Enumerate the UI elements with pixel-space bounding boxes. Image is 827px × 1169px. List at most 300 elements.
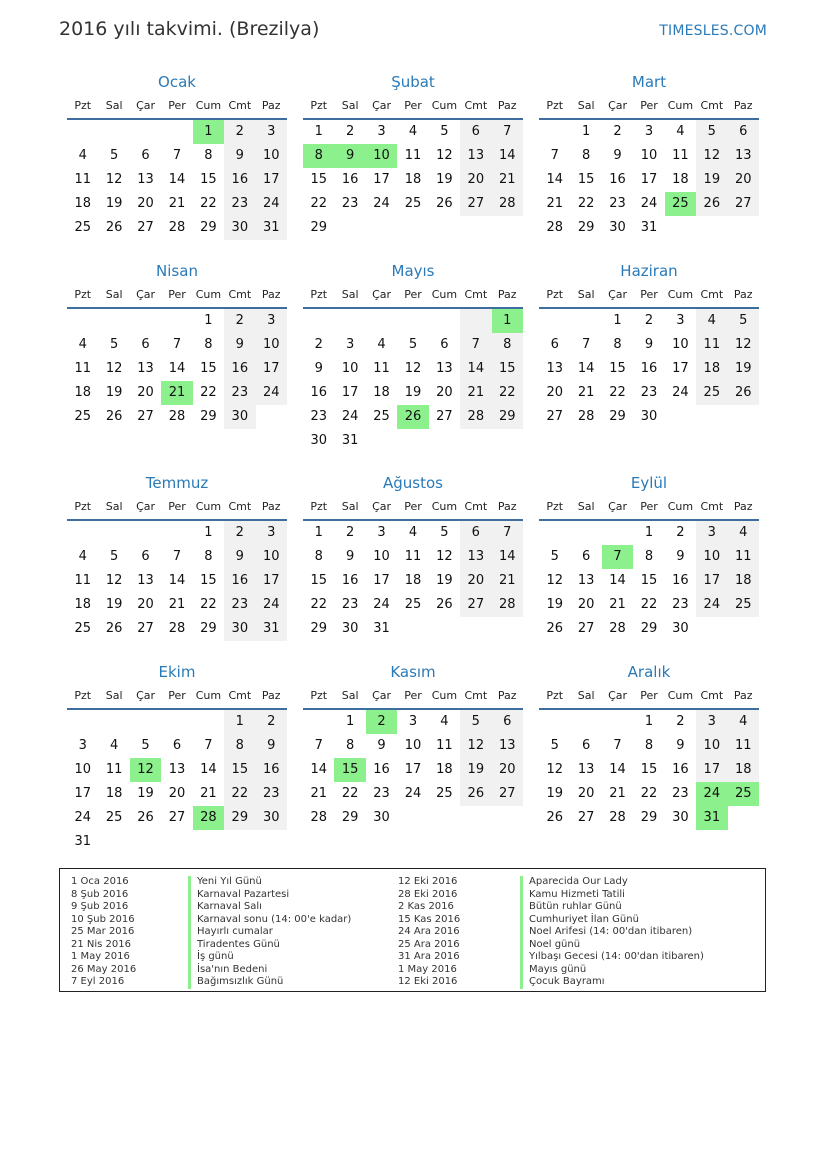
week-row (67, 309, 287, 333)
empty-day-cell (460, 309, 491, 333)
day-cell: 6 (550, 337, 559, 352)
day-cell: 3 (256, 309, 287, 333)
legend-names-left (188, 876, 351, 989)
day-cell: 13 (728, 144, 759, 168)
day-cell: 27 (546, 409, 563, 424)
day-cell: 7 (172, 148, 182, 163)
week-row (303, 309, 523, 333)
day-cell: 17 (640, 172, 658, 187)
day-cell: 18 (74, 597, 91, 612)
day-cell: 20 (137, 597, 154, 612)
day-cell: 19 (404, 385, 422, 400)
week-row (539, 333, 759, 357)
day-cell: 20 (577, 597, 595, 612)
empty-day-cell (728, 216, 759, 240)
day-cell: 23 (373, 786, 390, 801)
day-cell: 6 (460, 120, 491, 144)
empty-day-cell (161, 309, 192, 333)
day-cell: 4 (676, 124, 685, 139)
holiday-date: 28 Eki 2016 (398, 888, 458, 900)
day-cell: 14 (310, 762, 327, 777)
weekday-label: Per (640, 689, 658, 702)
week-row (539, 545, 759, 569)
holiday-name: Karnaval sonu (14: 00'e kadar) (197, 913, 352, 925)
holiday-name: Noel Arifesi (14: 00'dan itibaren) (529, 926, 693, 937)
empty-day-cell (602, 521, 633, 545)
day-cell: 7 (204, 738, 213, 753)
day-cell: 5 (141, 738, 150, 753)
empty-day-cell (161, 521, 192, 545)
day-cell: 21 (168, 597, 186, 612)
empty-day-cell (539, 521, 570, 545)
weekday-label: Cum (431, 288, 458, 301)
week-row (539, 710, 759, 734)
day-cell: 10 (640, 148, 658, 163)
day-cell: 9 (256, 734, 287, 758)
holiday-day-cell: 9 (334, 144, 365, 168)
month-name: Haziran (620, 262, 678, 280)
day-cell: 26 (137, 810, 154, 825)
week-row (303, 806, 523, 830)
day-cell: 22 (609, 385, 626, 400)
day-cell: 11 (105, 762, 123, 777)
empty-day-cell (570, 521, 601, 545)
weekday-label: Pzt (310, 689, 328, 702)
day-cell: 26 (546, 810, 563, 825)
day-cell: 31 (373, 621, 390, 636)
weekday-label: Pzt (74, 288, 92, 301)
empty-day-cell (728, 405, 759, 429)
weekday-label: Sal (105, 288, 123, 301)
day-cell: 25 (74, 621, 91, 636)
empty-day-cell (67, 120, 98, 144)
week-row (67, 806, 287, 830)
weekday-label: Cum (431, 500, 458, 513)
day-cell: 7 (581, 337, 591, 352)
month-name: Nisan (156, 262, 198, 280)
day-cell: 9 (224, 333, 255, 357)
day-cell: 12 (436, 549, 453, 564)
holiday-date: 2 Kas 2016 (398, 901, 454, 912)
day-cell: 26 (436, 196, 453, 211)
day-cell: 5 (440, 124, 449, 139)
day-cell: 22 (640, 786, 658, 801)
weekday-header (539, 283, 759, 309)
day-cell: 2 (644, 313, 654, 328)
week-row (67, 758, 287, 782)
day-cell: 17 (256, 357, 287, 381)
month-calendar (67, 259, 287, 429)
day-cell: 5 (440, 525, 449, 540)
day-cell: 25 (74, 409, 91, 424)
holiday-date: 21 Nis 2016 (71, 938, 131, 950)
weekday-label: Paz (261, 689, 281, 702)
day-cell: 20 (460, 168, 491, 192)
empty-day-cell (161, 710, 192, 734)
day-cell: 26 (105, 621, 123, 636)
day-cell: 17 (341, 385, 359, 400)
day-cell: 6 (141, 549, 150, 564)
day-cell: 27 (137, 621, 154, 636)
day-cell: 19 (105, 196, 123, 211)
weekday-header (539, 684, 759, 710)
day-cell: 29 (640, 621, 658, 636)
weekday-label: Paz (261, 288, 281, 301)
weekday-label: Per (404, 689, 422, 702)
day-cell: 1 (314, 124, 323, 139)
weekday-label: Cmt (228, 99, 252, 112)
holiday-day-cell: 12 (130, 758, 161, 782)
empty-day-cell (665, 216, 696, 240)
day-cell: 3 (644, 124, 654, 139)
weekday-label: Cmt (700, 500, 724, 513)
day-cell: 1 (204, 313, 213, 328)
day-cell: 16 (373, 762, 390, 777)
day-cell: 18 (105, 786, 123, 801)
day-cell: 3 (696, 521, 727, 545)
week-row (67, 593, 287, 617)
weekday-label: Per (168, 288, 186, 301)
weekday-label: Cmt (228, 689, 252, 702)
day-cell: 20 (137, 196, 154, 211)
day-cell: 21 (609, 786, 626, 801)
day-cell: 23 (341, 196, 359, 211)
day-cell: 29 (200, 220, 217, 235)
day-cell: 9 (613, 148, 622, 163)
week-row (67, 521, 287, 545)
day-cell: 25 (404, 196, 422, 211)
week-row (539, 806, 759, 830)
holiday-name: Aparecida Our Lady (529, 876, 628, 887)
day-cell: 5 (460, 710, 491, 734)
day-cell: 28 (168, 220, 186, 235)
day-cell: 14 (168, 172, 186, 187)
day-cell: 7 (314, 738, 323, 753)
week-row (303, 545, 523, 569)
weekday-label: Sal (577, 288, 595, 301)
holiday-date: 8 Şub 2016 (71, 888, 129, 900)
day-cell: 8 (644, 549, 654, 564)
day-cell: 6 (141, 148, 150, 163)
day-cell: 17 (256, 168, 287, 192)
weekday-label: Per (640, 500, 658, 513)
weekday-label: Paz (497, 689, 517, 702)
weekday-header (67, 94, 287, 120)
day-cell: 2 (676, 525, 685, 540)
empty-day-cell (696, 216, 727, 240)
day-cell: 30 (609, 220, 626, 235)
day-cell: 29 (200, 621, 217, 636)
day-cell: 21 (310, 786, 327, 801)
day-cell: 10 (256, 333, 287, 357)
empty-day-cell (539, 309, 570, 333)
empty-day-cell (303, 710, 334, 734)
day-cell: 15 (640, 762, 658, 777)
day-cell: 29 (577, 220, 595, 235)
weekday-label: Sal (577, 99, 595, 112)
day-cell: 22 (310, 196, 327, 211)
day-cell: 5 (109, 148, 119, 163)
day-cell: 20 (546, 385, 563, 400)
day-cell: 8 (581, 148, 591, 163)
holiday-date: 1 May 2016 (71, 951, 130, 962)
day-cell: 9 (314, 361, 323, 376)
day-cell: 12 (460, 734, 491, 758)
empty-day-cell (303, 309, 334, 333)
holiday-name: Bağımsızlık Günü (197, 976, 284, 987)
week-row (303, 617, 523, 641)
day-cell: 4 (696, 309, 727, 333)
day-cell: 12 (404, 361, 422, 376)
day-cell: 27 (460, 593, 491, 617)
week-row (303, 758, 523, 782)
day-cell: 1 (581, 124, 591, 139)
day-cell: 7 (492, 521, 523, 545)
weekday-label: Per (404, 99, 422, 112)
day-cell: 13 (137, 573, 154, 588)
day-cell: 17 (404, 762, 422, 777)
day-cell: 8 (204, 148, 213, 163)
site-link[interactable]: TIMESLES.COM (659, 23, 767, 39)
weekday-label: Paz (733, 689, 753, 702)
day-cell: 14 (460, 357, 491, 381)
month-name: Ağustos (383, 474, 443, 492)
empty-day-cell (492, 617, 523, 641)
day-cell: 19 (546, 597, 563, 612)
day-cell: 2 (345, 525, 355, 540)
week-row (303, 569, 523, 593)
weekday-label: Paz (733, 288, 753, 301)
day-cell: 27 (577, 621, 595, 636)
day-cell: 31 (74, 834, 91, 849)
day-cell: 24 (640, 196, 658, 211)
weekday-label: Pzt (74, 99, 92, 112)
day-cell: 25 (373, 409, 390, 424)
weekday-label: Sal (341, 689, 359, 702)
holiday-date: 25 Mar 2016 (71, 926, 135, 937)
day-cell: 10 (672, 337, 689, 352)
day-cell: 10 (696, 545, 727, 569)
day-cell: 25 (696, 381, 727, 405)
day-cell: 19 (546, 786, 563, 801)
week-row (67, 569, 287, 593)
day-cell: 23 (341, 597, 359, 612)
empty-day-cell (460, 806, 491, 830)
day-cell: 15 (200, 573, 217, 588)
day-cell: 8 (345, 738, 355, 753)
day-cell: 18 (436, 762, 453, 777)
day-cell: 27 (728, 192, 759, 216)
weekday-label: Paz (497, 500, 517, 513)
holiday-day-cell: 1 (193, 120, 224, 144)
week-row (539, 593, 759, 617)
weekday-label: Cum (195, 689, 222, 702)
day-cell: 10 (404, 738, 422, 753)
day-cell: 9 (644, 337, 654, 352)
week-row (539, 758, 759, 782)
day-cell: 19 (696, 168, 727, 192)
month-calendar (67, 471, 287, 641)
day-cell: 6 (460, 521, 491, 545)
empty-day-cell (696, 405, 727, 429)
day-cell: 16 (640, 361, 658, 376)
day-cell: 6 (141, 337, 150, 352)
day-cell: 21 (546, 196, 563, 211)
day-cell: 28 (168, 409, 186, 424)
day-cell: 6 (492, 710, 523, 734)
day-cell: 16 (224, 569, 255, 593)
weekday-label: Paz (261, 500, 281, 513)
week-row (303, 734, 523, 758)
day-cell: 13 (137, 172, 154, 187)
day-cell: 8 (204, 337, 213, 352)
day-cell: 11 (436, 738, 453, 753)
week-row (539, 144, 759, 168)
holiday-name: Kamu Hizmeti Tatili (529, 888, 625, 900)
day-cell: 4 (728, 521, 759, 545)
month-calendar (303, 70, 523, 240)
weekday-header (539, 495, 759, 521)
weekday-label: Pzt (546, 500, 564, 513)
empty-day-cell (492, 806, 523, 830)
empty-day-cell (429, 216, 460, 240)
empty-day-cell (334, 216, 365, 240)
weekday-label: Cum (667, 288, 694, 301)
day-cell: 6 (581, 738, 591, 753)
day-cell: 15 (640, 573, 658, 588)
day-cell: 31 (640, 220, 658, 235)
day-cell: 10 (696, 734, 727, 758)
day-cell: 26 (105, 220, 123, 235)
day-cell: 29 (310, 621, 327, 636)
day-cell: 19 (436, 172, 453, 187)
month-calendar (539, 660, 759, 830)
day-cell: 10 (256, 545, 287, 569)
holiday-name: Karnaval Pazartesi (197, 888, 290, 900)
day-cell: 18 (74, 385, 91, 400)
day-cell: 15 (200, 172, 217, 187)
day-cell: 22 (640, 597, 658, 612)
week-row (303, 333, 523, 357)
month-calendar (539, 70, 759, 240)
holiday-date: 10 Şub 2016 (71, 913, 135, 925)
day-cell: 18 (74, 196, 91, 211)
day-cell: 15 (224, 758, 255, 782)
empty-day-cell (429, 429, 460, 453)
day-cell: 30 (224, 216, 255, 240)
day-cell: 3 (78, 738, 87, 753)
day-cell: 30 (224, 617, 255, 641)
day-cell: 26 (436, 597, 453, 612)
day-cell: 12 (546, 573, 563, 588)
day-cell: 4 (78, 148, 87, 163)
empty-day-cell (460, 429, 491, 453)
holiday-name: Noel günü (529, 938, 581, 950)
day-cell: 14 (492, 144, 523, 168)
day-cell: 3 (696, 710, 727, 734)
day-cell: 25 (105, 810, 123, 825)
month-calendar (67, 660, 287, 854)
weekday-label: Pzt (310, 288, 328, 301)
day-cell: 23 (672, 786, 689, 801)
week-row (539, 782, 759, 806)
weekday-label: Sal (577, 689, 595, 702)
weekday-label: Per (168, 689, 186, 702)
empty-day-cell (397, 309, 428, 333)
day-cell: 5 (550, 549, 559, 564)
week-row (303, 357, 523, 381)
weekday-label: Çar (136, 500, 156, 513)
day-cell: 12 (436, 148, 453, 163)
day-cell: 20 (137, 385, 154, 400)
day-cell: 14 (492, 545, 523, 569)
day-cell: 11 (672, 148, 689, 163)
weekday-label: Cum (667, 500, 694, 513)
week-row (67, 216, 287, 240)
day-cell: 16 (256, 758, 287, 782)
day-cell: 3 (256, 120, 287, 144)
day-cell: 13 (460, 144, 491, 168)
weekday-label: Sal (341, 99, 359, 112)
week-row (67, 782, 287, 806)
month-name: Ekim (158, 663, 196, 681)
day-cell: 21 (577, 385, 595, 400)
day-cell: 4 (377, 337, 386, 352)
day-cell: 22 (200, 196, 217, 211)
day-cell: 7 (613, 738, 622, 753)
day-cell: 9 (345, 549, 355, 564)
day-cell: 26 (728, 381, 759, 405)
empty-day-cell (397, 429, 428, 453)
week-row (303, 593, 523, 617)
day-cell: 19 (105, 597, 123, 612)
day-cell: 17 (696, 569, 727, 593)
day-cell: 30 (373, 810, 390, 825)
weekday-label: Çar (372, 99, 392, 112)
day-cell: 20 (728, 168, 759, 192)
day-cell: 1 (644, 525, 654, 540)
empty-day-cell (570, 309, 601, 333)
day-cell: 21 (460, 381, 491, 405)
empty-day-cell (539, 710, 570, 734)
day-cell: 23 (672, 597, 689, 612)
empty-day-cell (460, 617, 491, 641)
day-cell: 24 (256, 192, 287, 216)
week-row (303, 168, 523, 192)
weekday-label: Pzt (310, 500, 328, 513)
day-cell: 14 (168, 361, 186, 376)
week-row (539, 309, 759, 333)
day-cell: 11 (728, 545, 759, 569)
day-cell: 9 (676, 738, 685, 753)
weekday-label: Cum (195, 500, 222, 513)
empty-day-cell (728, 617, 759, 641)
weekday-label: Sal (105, 99, 123, 112)
empty-day-cell (98, 120, 129, 144)
empty-day-cell (224, 830, 255, 854)
day-cell: 23 (310, 409, 327, 424)
week-row (303, 192, 523, 216)
day-cell: 21 (492, 569, 523, 593)
weekday-label: Per (404, 288, 422, 301)
day-cell: 9 (676, 549, 685, 564)
empty-day-cell (98, 521, 129, 545)
weekday-label: Çar (608, 500, 628, 513)
day-cell: 30 (672, 621, 689, 636)
empty-day-cell (67, 309, 98, 333)
empty-day-cell (397, 617, 428, 641)
day-cell: 2 (224, 120, 255, 144)
